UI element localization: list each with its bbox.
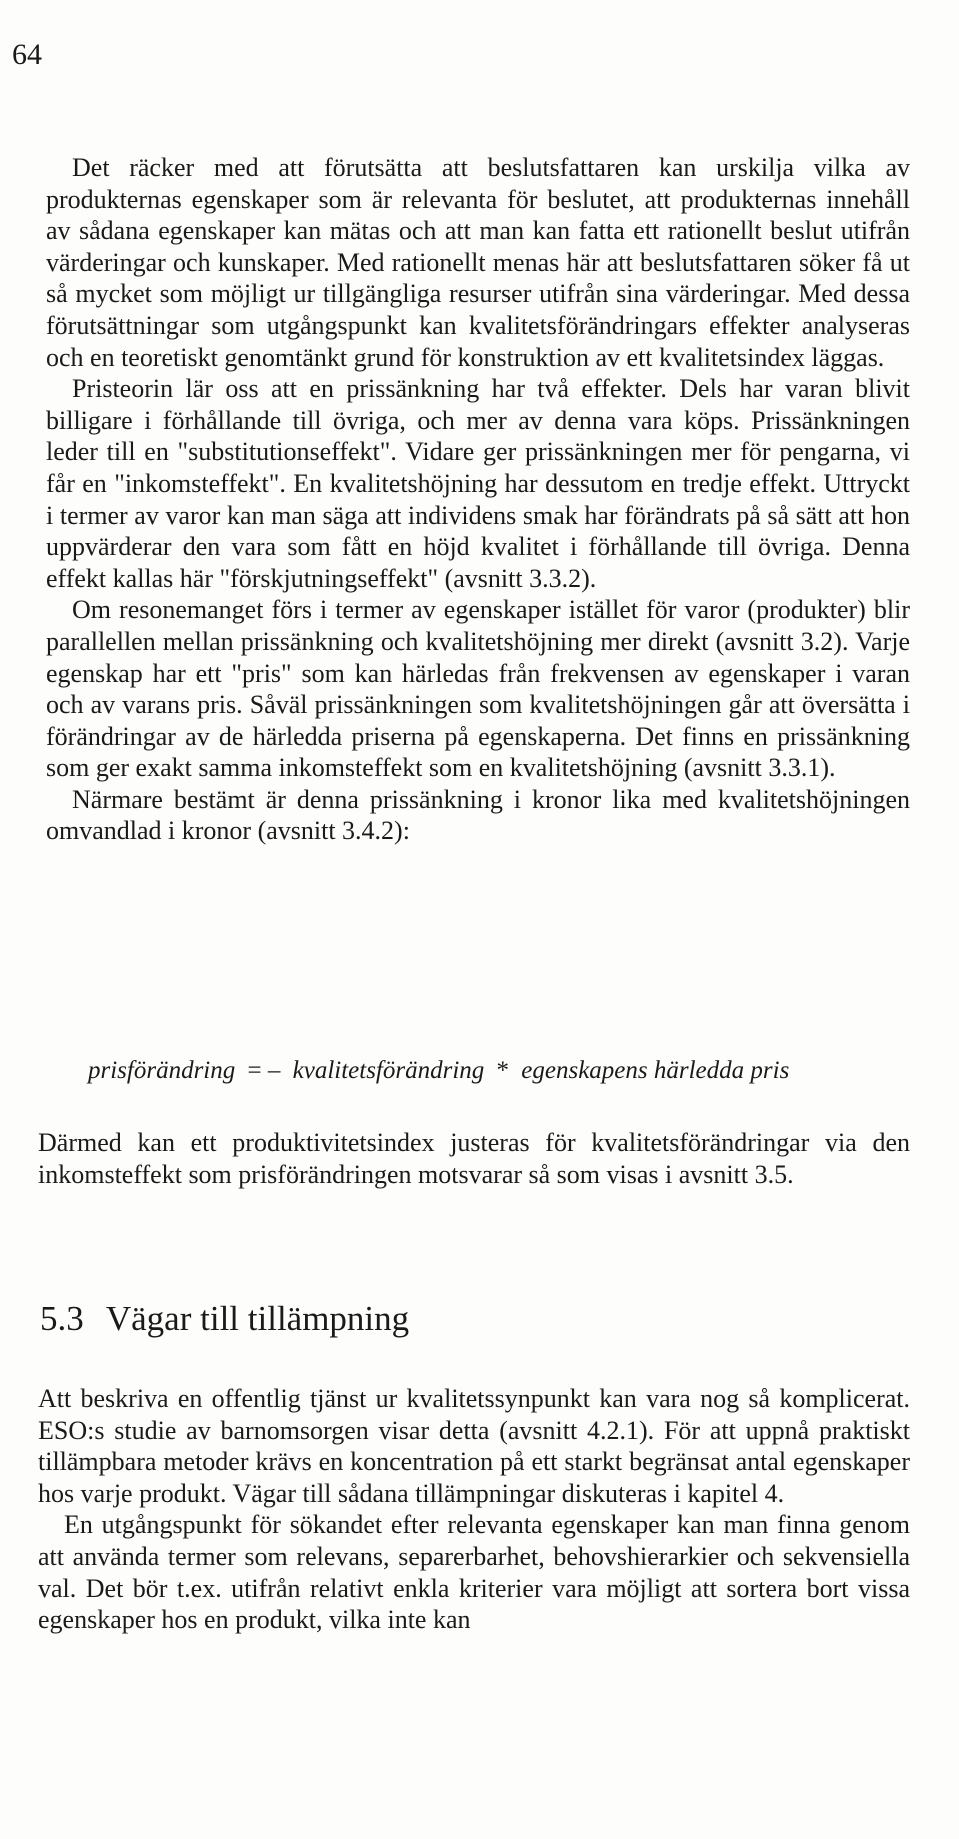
- formula-lhs: prisförändring: [88, 1057, 236, 1084]
- formula-equals: = –: [247, 1057, 281, 1084]
- section-number: 5.3: [40, 1299, 84, 1338]
- paragraph: Att beskriva en offentlig tjänst ur kvalitetssynpunkt kan vara nog så komplicerat. ESO:s studie av barnomsorgen visar detta (avsnitt 4.2.1). För att uppnå praktiskt tillämpbara metoder krävs en koncentration på ett starkt begränsat antal egenskaper hos varje produkt. Vägar till sådana tillämpningar diskuteras i kapitel 4.: [38, 1384, 910, 1508]
- paragraph: Om resonemanget förs i termer av egenskaper istället för varor (produkter) blir parallellen mellan prissänkning och kvalitetshöjning mer direkt (avsnitt 3.2). Varje egenskap har ett "pris" som kan härledas från frekvensen av egenskaper i varan och av varans pris. Såväl prissänkningen som kvalitetshöjningen går att översätta i förändringar av de härledda priserna på egenskaperna. Det finns en prissänkning som ger exakt samma inkomsteffekt som en kvalitetshöjning (avsnitt 3.3.1).: [46, 595, 910, 783]
- paragraph: Det räcker med att förutsätta att beslutsfattaren kan urskilja vilka av produkternas egenskaper som är relevanta för beslutet, att produkternas innehåll av sådana egenskaper kan mätas och att man kan fatta ett rationellt beslut utifrån värderingar och kunskaper. Med rationellt menas här att beslutsfattaren söker få ut så mycket som möjligt ur tillgängliga resurser utifrån sina värderingar. Med dessa förutsättningar som utgångspunkt kan kvalitetsförändringars effekter analyseras och en teoretiskt genomtänkt grund för konstruktion av ett kvalitetsindex läggas.: [46, 153, 910, 372]
- paragraph: Därmed kan ett produktivitetsindex justeras för kvalitetsförändringar via den inkomsteffekt som prisförändringen motsvarar så som visas i avsnitt 3.5.: [38, 1128, 910, 1189]
- page-number: 64: [12, 38, 42, 71]
- section-heading: [40, 1298, 409, 1340]
- formula-term-1: kvalitetsförändring: [292, 1057, 485, 1084]
- conclusion-text: [38, 1127, 910, 1190]
- formula-term-2: egenskapens härledda pris: [521, 1057, 790, 1084]
- section-title: Vägar till tillämpning: [105, 1299, 410, 1338]
- formula-times: *: [496, 1057, 510, 1084]
- main-text: [46, 152, 910, 847]
- paragraph: En utgångspunkt för sökandet efter relevanta egenskaper kan man finna genom att använda termer som relevans, separerbarhet, behovshierarkier och sekvensiella val. Det bör t.ex. utifrån relativt enkla kriterier vara möjligt att sortera bort vissa egenskaper hos en produkt, vilka inte kan: [38, 1510, 910, 1635]
- paragraph: Pristeorin lär oss att en prissänkning har två effekter. Dels har varan blivit billigare i förhållande till övriga, och mer av denna vara köps. Prissänkningen leder till en "substitutionseffekt". Vidare ger prissänkningen mer för pengarna, vi får en "inkomsteffekt". En kvalitetshöjning har dessutom en tredje effekt. Uttryckt i termer av varor kan man säga att individens smak har förändrats på så sätt att hon uppvärderar den vara som fått en höjd kvalitet i förhållande till övriga. Denna effekt kallas här "förskjutningseffekt" (avsnitt 3.3.2).: [46, 374, 910, 593]
- paragraph: Närmare bestämt är denna prissänkning i kronor lika med kvalitetshöjningen omvandlad i kronor (avsnitt 3.4.2):: [46, 784, 910, 846]
- formula: [88, 1055, 910, 1087]
- section-text: [38, 1383, 910, 1636]
